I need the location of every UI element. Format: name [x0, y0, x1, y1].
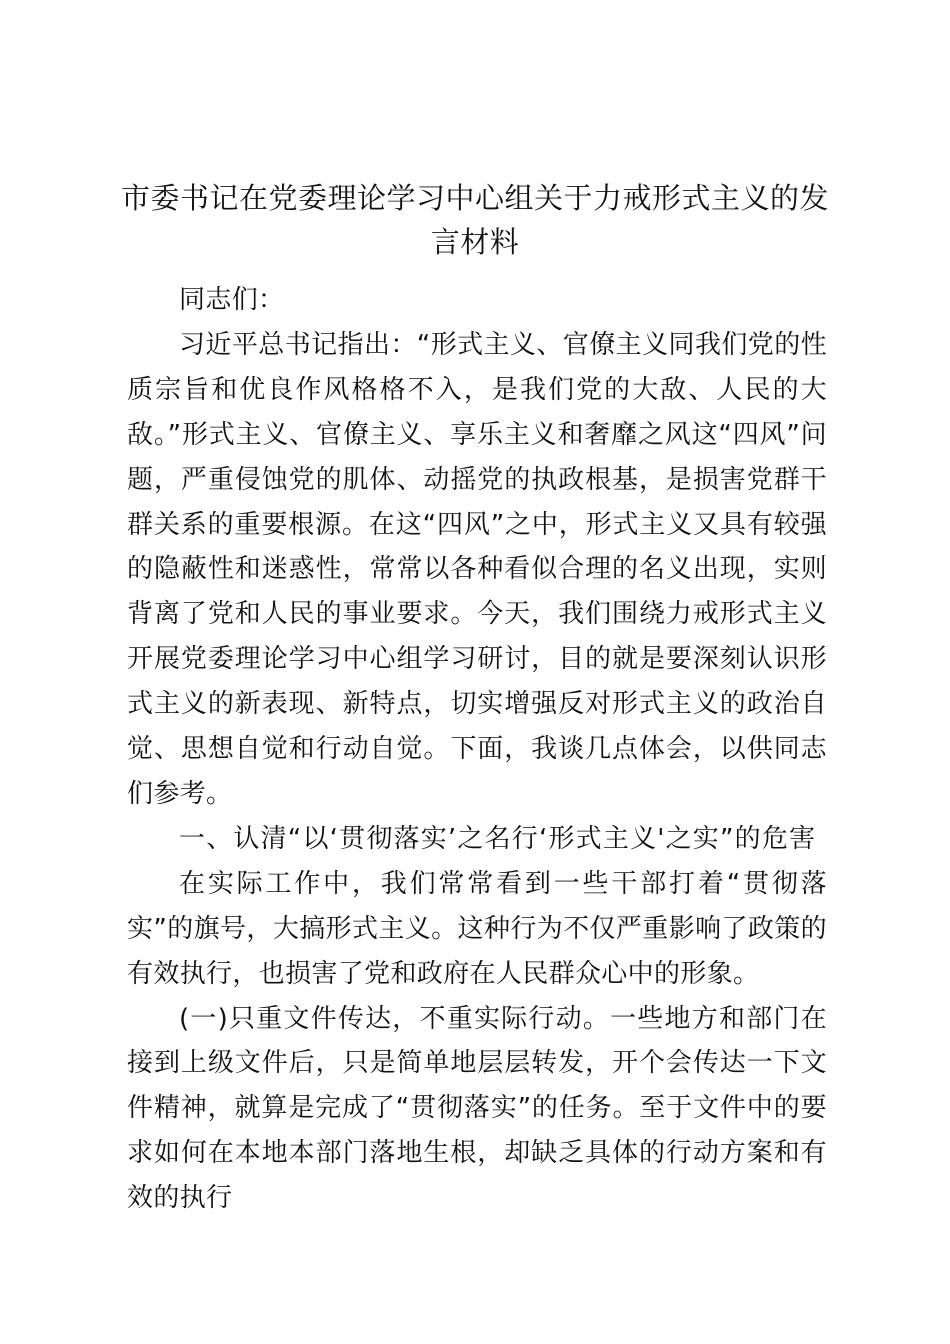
salutation: 同志们： — [179, 285, 285, 315]
section-paragraph: 在实际工作中，我们常常看到一些干部打着“贯彻落实”的旗号，大搞形式主义。这种行为不仅严重影响了政策的有效执行，也损害了党和政府在人民群众心中的形象。 — [127, 868, 827, 989]
intro-paragraph: 习近平总书记指出：“形式主义、官僚主义同我们党的性质宗旨和优良作风格格不入，是我们党的大敌、人民的大敌。”形式主义、官僚主义、享乐主义和奢靡之风这“四风”问题，严重侵蚀党的肌体、动摇党的执政根基，是损害党群干群关系的重要根源。在这“四风”之中，形式主义又具有较强的隐蔽性和迷惑性，常常以各种看似合理的名义出现，实则背离了党和人民的事业要求。今天，我们围绕力戒形式主义开展党委理论学习中心组学习研讨，目的就是要深刻认识形式主义的新表现、新特点，切实增强反对形式主义的政治自觉、思想自觉和行动自觉。下面，我谈几点体会，以供同志们参考。 — [127, 329, 827, 809]
section-heading: 一、认清“以‘贯彻落实’之名行‘形式主义'之实”的危害 — [179, 823, 817, 854]
document-body — [127, 278, 827, 1221]
document-title: 市委书记在党委理论学习中心组关于力戒形式主义的发言材料 — [120, 181, 829, 259]
subsection-paragraph: (一)只重文件传达，不重实际行动。一些地方和部门在接到上级文件后，只是简单地层层转发，开个会传达一下文件精神，就算是完成了“贯彻落实”的任务。至于文件中的要求如何在本地本部门落地生根，却缺乏具体的行动方案和有效的执行 — [127, 1003, 827, 1214]
